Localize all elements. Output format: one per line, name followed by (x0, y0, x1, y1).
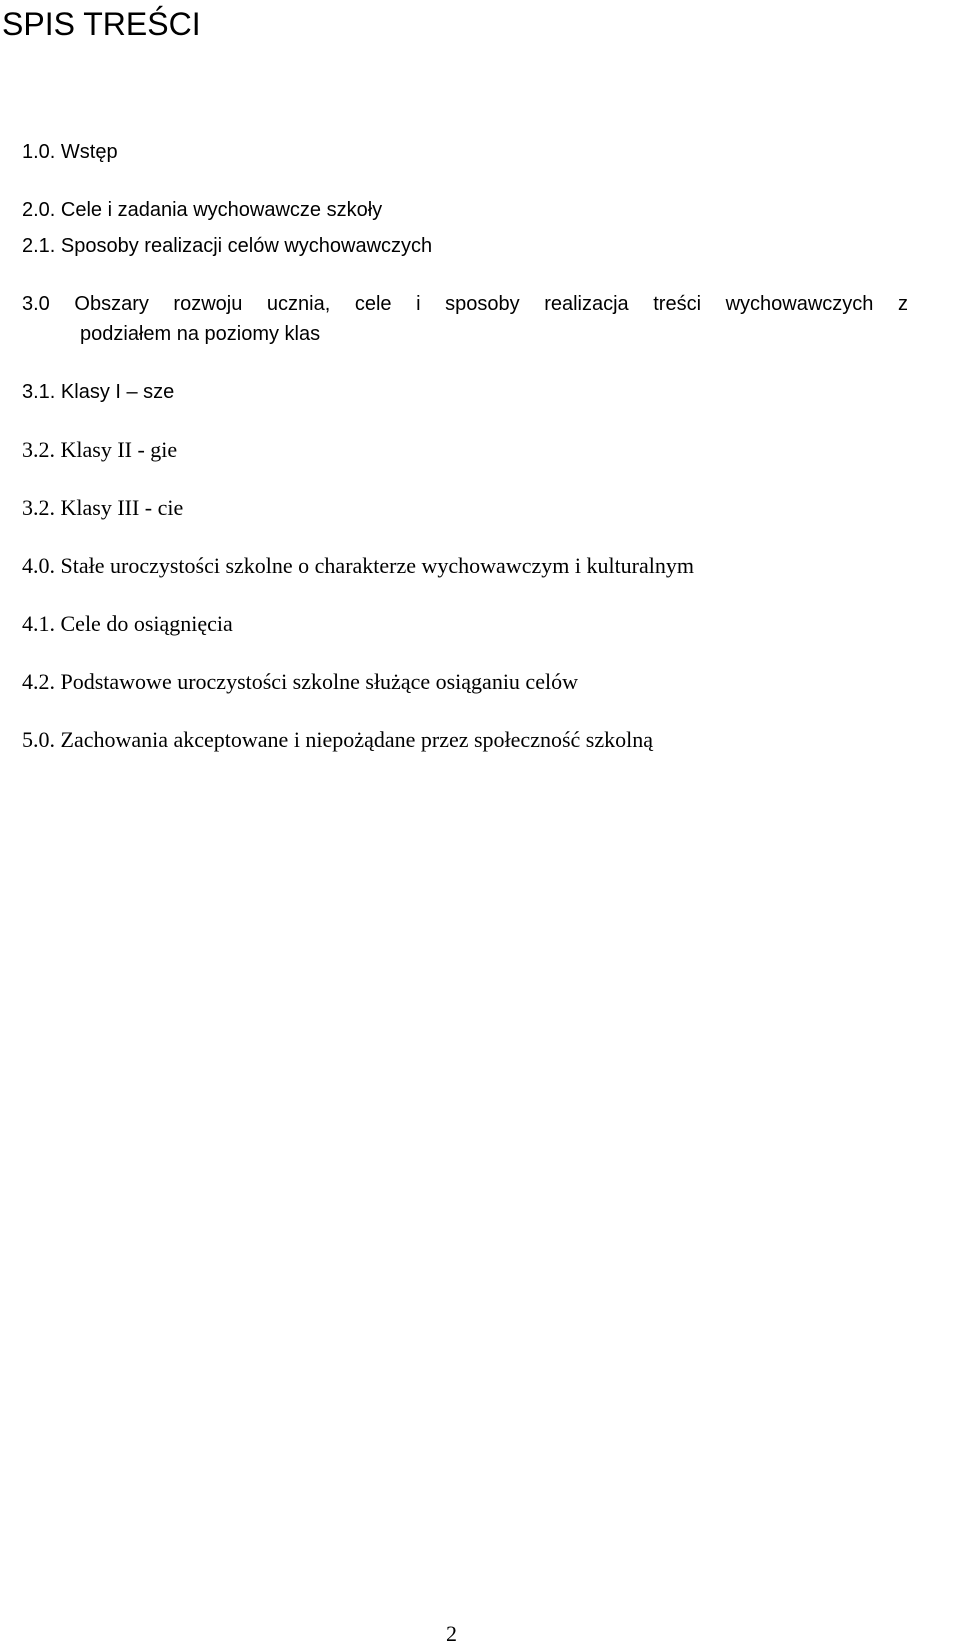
toc-entry-text: Klasy II - gie (60, 437, 178, 462)
toc-entry-text: Podstawowe uroczystości szkolne służące osiąganiu celów (60, 669, 578, 694)
toc-entry-text: Sposoby realizacji celów wychowawczych (60, 235, 433, 257)
toc-entry-3-1 (22, 376, 960, 408)
toc-entry-2-0 (22, 194, 960, 226)
toc-entry-3-2 (22, 434, 960, 466)
toc-entry-text: Wstęp (60, 141, 118, 163)
toc-entry-number: 1.0. (22, 141, 56, 163)
toc-entry-number: 2.0. (22, 199, 56, 221)
toc-entry-1-0 (22, 136, 960, 168)
toc-entry-4-1 (22, 608, 960, 640)
toc-entry-text: Cele do osiągnięcia (60, 611, 233, 636)
toc-entry-number: 4.2. (22, 669, 55, 694)
toc-entry-4-2 (22, 666, 960, 698)
toc-entry-number: 3.2. (22, 495, 55, 520)
toc-entry-2-1 (22, 230, 960, 262)
toc-entry-text: Cele i zadania wychowawcze szkoły (60, 199, 383, 221)
toc-entry-4-0 (22, 550, 960, 582)
toc-entry-number: 2.1. (22, 235, 56, 257)
toc-entry-number: 4.1. (22, 611, 55, 636)
toc-entry-3-0 (22, 288, 908, 320)
toc-entry-text: Obszary rozwoju ucznia, cele i sposoby realizacja treści wychowawczych z (74, 293, 908, 315)
toc-entry-text: Klasy III - cie (60, 495, 184, 520)
page-number: 2 (446, 1621, 457, 1646)
toc-entry-5-0 (22, 724, 960, 756)
toc-entry-3-2b (22, 492, 960, 524)
toc-entry-3-0-continuation: podziałem na poziomy klas (80, 323, 321, 345)
page-title: SPIS TREŚCI (2, 6, 201, 42)
toc-entry-number: 4.0. (22, 553, 55, 578)
toc-entry-number: 5.0. (22, 727, 55, 752)
toc-entry-number: 3.2. (22, 437, 55, 462)
toc-entry-text: Klasy I – sze (60, 381, 175, 403)
toc-entry-text: Zachowania akceptowane i niepożądane przez społeczność szkolną (60, 727, 653, 752)
toc-entry-text: Stałe uroczystości szkolne o charakterze wychowawczym i kulturalnym (60, 553, 694, 578)
toc-entry-number: 3.1. (22, 381, 56, 403)
toc-entry-number: 3.0 (22, 293, 50, 315)
